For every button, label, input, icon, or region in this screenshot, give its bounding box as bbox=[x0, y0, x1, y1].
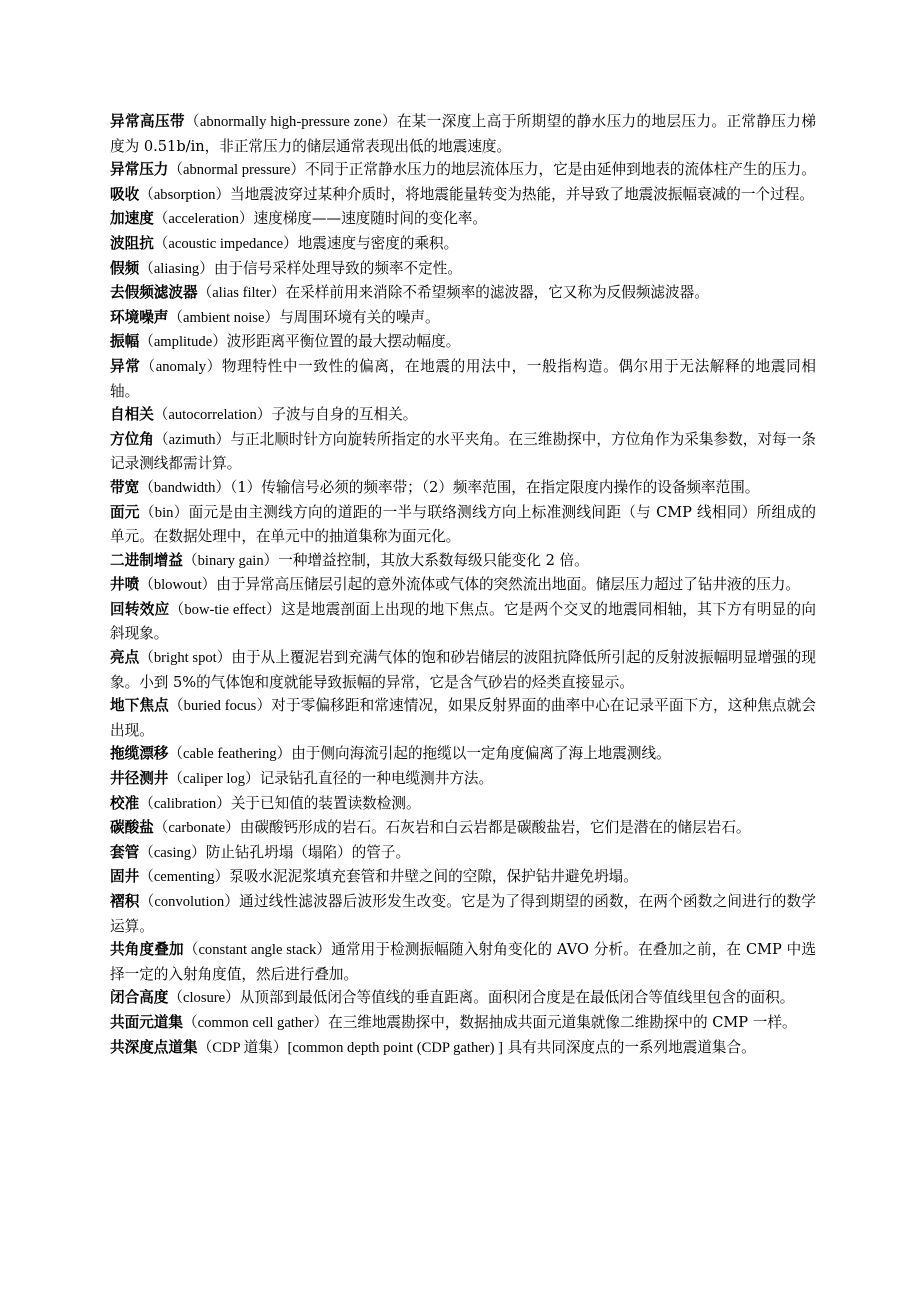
glossary-term: 共面元道集 bbox=[110, 1013, 183, 1031]
glossary-english-term: carbonate bbox=[168, 820, 226, 837]
glossary-term: 回转效应 bbox=[110, 600, 170, 618]
glossary-definition: （1）传输信号必须的频率带；（2）频率范围，在指定限度内操作的设备频率范围。 bbox=[230, 478, 760, 496]
glossary-definition: 通常用于检测振幅随入射角变化的 AVO 分析。在叠加之前，在 CMP 中选择一定的入射角度值，然后进行叠加。 bbox=[110, 941, 816, 983]
glossary-english-term: abnormally high-pressure zone bbox=[199, 114, 382, 130]
glossary-term: 二进制增益 bbox=[110, 551, 183, 569]
glossary-english-term: aliasing bbox=[153, 260, 200, 277]
glossary-entry: 二进制增益（binary gain）一种增益控制，其放大系数每级只能变化 2 倍。 bbox=[110, 551, 589, 569]
glossary-term: 地下焦点 bbox=[110, 697, 169, 715]
glossary-definition: 由于从上覆泥岩到充满气体的饱和砂岩储层的波阻抗降低所引起的反射波振幅明显增强的现象。小到 5%的气体饱和度就能导致振幅的异常，它是含气砂岩的烃类直接显示。 bbox=[110, 649, 816, 691]
glossary-term: 去假频滤波器 bbox=[110, 284, 198, 302]
glossary-term: 方位角 bbox=[110, 430, 154, 448]
glossary-english-term: acoustic impedance bbox=[168, 235, 284, 252]
glossary-english-term: buried focus bbox=[183, 698, 257, 715]
glossary-entry: 去假频滤波器（alias filter）在采样前用来消除不希望频率的滤波器，它又称为反假频滤波器。 bbox=[110, 284, 709, 302]
glossary-english-term: caliper log bbox=[183, 771, 245, 788]
glossary-english-term: CDP 道集）[common depth point (CDP gather) ] bbox=[212, 1039, 503, 1056]
glossary-entry: 环境噪声（ambient noise）与周围环境有关的噪声。 bbox=[110, 308, 440, 326]
glossary-english-term: bin bbox=[154, 504, 174, 521]
glossary-definition: 子波与自身的互相关。 bbox=[271, 406, 418, 424]
glossary-english-term: closure bbox=[183, 990, 226, 1007]
glossary-term: 套管 bbox=[110, 843, 140, 861]
glossary-definition: 由碳酸钙形成的岩石。石灰岩和白云岩都是碳酸盐岩，它们是潜在的储层岩石。 bbox=[239, 819, 751, 837]
glossary-english-term: constant angle stack bbox=[198, 942, 317, 959]
glossary-definition: 从顶部到最低闭合等值线的垂直距离。面积闭合度是在最低闭合等值线里包含的面积。 bbox=[239, 989, 795, 1007]
glossary-definition: 在采样前用来消除不希望频率的滤波器，它又称为反假频滤波器。 bbox=[285, 284, 709, 302]
glossary-term: 井径测井 bbox=[110, 770, 169, 788]
glossary-entry: 异常（anomaly）物理特性中一致性的偏离，在地震的用法中，一般指构造。偶尔用于无法解释的地震同相轴。 bbox=[110, 357, 816, 400]
glossary-english-term: azimuth bbox=[168, 431, 216, 448]
glossary-definition: 当地震波穿过某种介质时，将地震能量转变为热能，并导致了地震波振幅衰减的一个过程。 bbox=[230, 185, 814, 203]
glossary-term: 加速度 bbox=[110, 210, 154, 228]
glossary-entry: 共面元道集（common cell gather）在三维地震勘探中，数据抽成共面元道集就像二维勘探中的 CMP 一样。 bbox=[110, 1013, 797, 1031]
glossary-term: 拖缆漂移 bbox=[110, 745, 169, 763]
glossary-term: 异常 bbox=[110, 357, 141, 375]
glossary-english-term: ambient noise bbox=[183, 309, 265, 326]
glossary-entry: 共深度点道集（CDP 道集）[common depth point (CDP gather) ] 具有共同深度点的一系列地震道集合。 bbox=[110, 1038, 756, 1056]
glossary-definition: 在某一深度上高于所期望的静水压力的地层压力。正常静压力梯度为 0.51b/in，非正常压力的储层通常表现出低的地震速度。 bbox=[110, 113, 816, 155]
glossary-definition: 泵吸水泥泥浆填充套管和井壁之间的空隙，保护钻井避免坍塌。 bbox=[229, 868, 638, 886]
glossary-definition: 对于零偏移距和常速情况，如果反射界面的曲率中心在记录平面下方，这种焦点就会出现。 bbox=[110, 697, 816, 739]
glossary-term: 碳酸盐 bbox=[110, 819, 154, 837]
glossary-entry: 固井（cementing）泵吸水泥泥浆填充套管和井壁之间的空隙，保护钻井避免坍塌。 bbox=[110, 868, 638, 886]
glossary-entry: 校准（calibration）关于已知值的装置读数检测。 bbox=[110, 794, 421, 812]
glossary-english-term: casing bbox=[153, 844, 192, 861]
glossary-definition: 物理特性中一致性的偏离，在地震的用法中，一般指构造。偶尔用于无法解释的地震同相轴。 bbox=[110, 357, 816, 400]
glossary-definition: 由于信号采样处理导致的频率不定性。 bbox=[213, 259, 462, 277]
glossary-definition: 波形距离平衡位置的最大摆动幅度。 bbox=[226, 333, 461, 351]
glossary-term: 假频 bbox=[110, 259, 140, 277]
glossary-term: 褶积 bbox=[110, 893, 140, 910]
glossary-term: 共深度点道集 bbox=[110, 1038, 198, 1056]
glossary-entry: 自相关（autocorrelation）子波与自身的互相关。 bbox=[110, 406, 418, 424]
glossary-english-term: bandwidth bbox=[153, 479, 216, 496]
glossary-definition: 速度梯度——速度随时间的变化率。 bbox=[253, 210, 488, 228]
glossary-english-term: convolution bbox=[154, 894, 225, 910]
glossary-term: 面元 bbox=[110, 503, 140, 521]
glossary-entry: 波阻抗（acoustic impedance）地震速度与密度的乘积。 bbox=[110, 234, 459, 252]
glossary-entry: 井径测井（caliper log）记录钻孔直径的一种电缆测井方法。 bbox=[110, 770, 494, 788]
glossary-english-term: calibration bbox=[153, 795, 217, 812]
glossary-page bbox=[110, 110, 816, 1060]
glossary-definition: 这是地震剖面上出现的地下焦点。它是两个交叉的地震同相轴，其下方有明显的向斜现象。 bbox=[110, 600, 816, 643]
glossary-term: 亮点 bbox=[110, 649, 140, 667]
glossary-definition: 关于已知值的装置读数检测。 bbox=[230, 794, 421, 812]
glossary-english-term: acceleration bbox=[168, 211, 239, 228]
glossary-definition: 不同于正常静水压力的地层流体压力，它是由延伸到地表的流体柱产生的压力。 bbox=[305, 161, 816, 179]
glossary-term: 吸收 bbox=[110, 185, 140, 203]
glossary-entry: 回转效应（bow-tie effect）这是地震剖面上出现的地下焦点。它是两个交叉的地震同相轴，其下方有明显的向斜现象。 bbox=[110, 600, 816, 643]
glossary-definition: 由于侧向海流引起的拖缆以一定角度偏离了海上地震测线。 bbox=[291, 745, 671, 763]
glossary-definition: 防止钻孔坍塌（塌陷）的管子。 bbox=[205, 843, 411, 861]
glossary-definition: 在三维地震勘探中，数据抽成共面元道集就像二维勘探中的 CMP 一样。 bbox=[328, 1013, 797, 1031]
glossary-term: 固井 bbox=[110, 868, 140, 886]
glossary-entry: 异常压力（abnormal pressure）不同于正常静水压力的地层流体压力，它是由延伸到地表的流体柱产生的压力。 bbox=[110, 161, 816, 179]
glossary-entry: 异常高压带（abnormally high-pressure zone）在某一深度上高于所期望的静水压力的地层压力。正常静压力梯度为 0.51b/in，非正常压力的储层通常表现出低的地震速度。 bbox=[110, 113, 816, 155]
glossary-entry: 加速度（acceleration）速度梯度——速度随时间的变化率。 bbox=[110, 210, 488, 228]
glossary-entry: 亮点（bright spot）由于从上覆泥岩到充满气体的饱和砂岩储层的波阻抗降低所引起的反射波振幅明显增强的现象。小到 5%的气体饱和度就能导致振幅的异常，它是含气砂岩的烃类直接显示。 bbox=[110, 649, 816, 691]
glossary-term: 振幅 bbox=[110, 333, 140, 351]
glossary-english-term: cementing bbox=[153, 869, 215, 886]
glossary-english-term: cable feathering bbox=[183, 746, 277, 763]
glossary-english-term: bow-tie effect bbox=[184, 601, 266, 618]
glossary-term: 共角度叠加 bbox=[110, 941, 184, 959]
glossary-definition: 面元是由主测线方向的道距的一半与联络测线方向上标准测线间距（与 CMP 线相同）所组成的单元。在数据处理中，在单元中的抽道集称为面元化。 bbox=[110, 503, 816, 546]
glossary-term: 闭合高度 bbox=[110, 989, 169, 1007]
glossary-definition: 记录钻孔直径的一种电缆测井方法。 bbox=[259, 770, 494, 788]
glossary-term: 异常压力 bbox=[110, 161, 169, 179]
glossary-entry: 方位角（azimuth）与正北顺时针方向旋转所指定的水平夹角。在三维勘探中，方位角作为采集参数，对每一条记录测线都需计算。 bbox=[110, 430, 816, 473]
glossary-term: 井喷 bbox=[110, 576, 140, 594]
glossary-term: 异常高压带 bbox=[110, 113, 185, 130]
glossary-entry: 吸收（absorption）当地震波穿过某种介质时，将地震能量转变为热能，并导致了地震波振幅衰减的一个过程。 bbox=[110, 185, 814, 203]
glossary-english-term: blowout bbox=[153, 577, 202, 594]
glossary-definition: 与周围环境有关的噪声。 bbox=[279, 308, 440, 326]
glossary-english-term: bright spot bbox=[153, 650, 217, 667]
glossary-entry: 套管（casing）防止钻孔坍塌（塌陷）的管子。 bbox=[110, 843, 411, 861]
glossary-definition: 具有共同深度点的一系列地震道集合。 bbox=[502, 1038, 756, 1056]
glossary-definition: 与正北顺时针方向旋转所指定的水平夹角。在三维勘探中，方位角作为采集参数，对每一条记录测线都需计算。 bbox=[110, 430, 816, 473]
glossary-term: 校准 bbox=[110, 794, 140, 812]
glossary-entry: 共角度叠加（constant angle stack）通常用于检测振幅随入射角变化的 AVO 分析。在叠加之前，在 CMP 中选择一定的入射角度值，然后进行叠加。 bbox=[110, 941, 816, 983]
glossary-definition: 地震速度与密度的乘积。 bbox=[297, 234, 459, 252]
glossary-entry: 面元（bin）面元是由主测线方向的道距的一半与联络测线方向上标准测线间距（与 CMP 线相同）所组成的单元。在数据处理中，在单元中的抽道集称为面元化。 bbox=[110, 503, 816, 546]
glossary-term: 自相关 bbox=[110, 406, 154, 424]
glossary-english-term: autocorrelation bbox=[168, 407, 257, 424]
glossary-english-term: amplitude bbox=[153, 334, 213, 351]
glossary-english-term: binary gain bbox=[197, 552, 264, 569]
glossary-entry: 拖缆漂移（cable feathering）由于侧向海流引起的拖缆以一定角度偏离了海上地震测线。 bbox=[110, 745, 671, 763]
glossary-entry: 带宽（bandwidth）（1）传输信号必须的频率带；（2）频率范围，在指定限度内操作的设备频率范围。 bbox=[110, 478, 760, 496]
glossary-definition: 通过线性滤波器后波形发生改变。它是为了得到期望的函数，在两个函数之间进行的数学运算。 bbox=[110, 893, 816, 935]
glossary-definition: 由于异常高压储层引起的意外流体或气体的突然流出地面。储层压力超过了钻井液的压力。 bbox=[216, 576, 801, 594]
glossary-entry: 假频（aliasing）由于信号采样处理导致的频率不定性。 bbox=[110, 259, 462, 277]
glossary-term: 环境噪声 bbox=[110, 308, 169, 326]
glossary-entry: 碳酸盐（carbonate）由碳酸钙形成的岩石。石灰岩和白云岩都是碳酸盐岩，它们是潜在的储层岩石。 bbox=[110, 819, 751, 837]
glossary-english-term: common cell gather bbox=[197, 1014, 314, 1031]
glossary-term: 带宽 bbox=[110, 478, 140, 496]
glossary-english-term: alias filter bbox=[212, 285, 271, 302]
glossary-entry: 闭合高度（closure）从顶部到最低闭合等值线的垂直距离。面积闭合度是在最低闭合等值线里包含的面积。 bbox=[110, 989, 795, 1007]
glossary-entry: 井喷（blowout）由于异常高压储层引起的意外流体或气体的突然流出地面。储层压力超过了钻井液的压力。 bbox=[110, 576, 801, 594]
glossary-entry: 振幅（amplitude）波形距离平衡位置的最大摆动幅度。 bbox=[110, 333, 461, 351]
glossary-term: 波阻抗 bbox=[110, 234, 154, 252]
glossary-english-term: anomaly bbox=[155, 358, 207, 375]
glossary-english-term: absorption bbox=[153, 186, 216, 203]
glossary-entry: 地下焦点（buried focus）对于零偏移距和常速情况，如果反射界面的曲率中心在记录平面下方，这种焦点就会出现。 bbox=[110, 697, 816, 739]
glossary-entry: 褶积（convolution）通过线性滤波器后波形发生改变。它是为了得到期望的函数，在两个函数之间进行的数学运算。 bbox=[110, 893, 816, 935]
glossary-definition: 一种增益控制，其放大系数每级只能变化 2 倍。 bbox=[278, 551, 589, 569]
glossary-english-term: abnormal pressure bbox=[183, 162, 291, 179]
